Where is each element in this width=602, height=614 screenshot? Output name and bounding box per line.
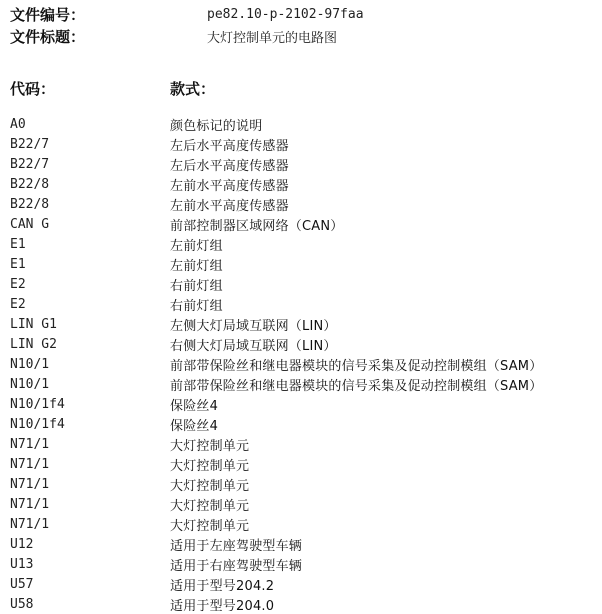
row-code: B22/7	[10, 156, 50, 172]
row-code: E1	[10, 256, 26, 272]
row-code: E1	[10, 236, 26, 252]
table-row	[10, 574, 602, 594]
row-code: E2	[10, 276, 26, 292]
row-code: N71/1	[10, 456, 50, 472]
table-row	[10, 394, 602, 414]
doc-number-value: pe82.10-p-2102-97faa	[207, 6, 364, 22]
doc-title-value: 大灯控制单元的电路图	[207, 30, 338, 46]
table-row	[10, 514, 602, 534]
table-row	[10, 274, 602, 294]
row-code: CAN G	[10, 216, 50, 232]
row-code: U12	[10, 536, 34, 552]
table-row	[10, 554, 602, 574]
row-description: 大灯控制单元	[170, 478, 250, 494]
row-description: 适用于型号204.2	[170, 578, 275, 594]
doc-title-label: 文件标题：	[10, 27, 86, 46]
table-row	[10, 454, 602, 474]
row-code: E2	[10, 296, 26, 312]
row-description: 左后水平高度传感器	[170, 138, 289, 154]
row-description: 适用于右座驾驶型车辆	[170, 558, 303, 574]
document-header	[10, 3, 600, 47]
table-row	[10, 174, 602, 194]
row-code: N10/1	[10, 356, 50, 372]
row-code: N71/1	[10, 476, 50, 492]
row-code: N71/1	[10, 496, 50, 512]
row-code: N10/1f4	[10, 396, 65, 412]
table-row	[10, 334, 602, 354]
table-row	[10, 474, 602, 494]
row-description: 颜色标记的说明	[170, 118, 263, 134]
row-description: 适用于型号204.0	[170, 598, 275, 614]
row-description: 左后水平高度传感器	[170, 158, 289, 174]
table-row	[10, 594, 602, 614]
table-row	[10, 414, 602, 434]
table-row	[10, 114, 602, 134]
table-row	[10, 194, 602, 214]
row-description: 前部带保险丝和继电器模块的信号采集及促动控制模组（SAM）	[170, 358, 543, 374]
row-description: 左前水平高度传感器	[170, 178, 289, 194]
table-row	[10, 134, 602, 154]
row-code: A0	[10, 116, 26, 132]
row-description: 左前灯组	[170, 258, 223, 274]
row-description: 保险丝4	[170, 418, 219, 434]
row-code: B22/7	[10, 136, 50, 152]
table-row	[10, 534, 602, 554]
row-description: 左前水平高度传感器	[170, 198, 289, 214]
row-description: 左前灯组	[170, 238, 223, 254]
column-header-description: 款式：	[170, 79, 216, 98]
row-code: U58	[10, 596, 34, 612]
component-table	[10, 114, 602, 614]
row-description: 右侧大灯局域互联网（LIN）	[170, 338, 337, 354]
row-code: B22/8	[10, 196, 50, 212]
doc-number-row	[10, 3, 600, 25]
table-row	[10, 494, 602, 514]
doc-title-row	[10, 25, 600, 47]
row-code: N10/1f4	[10, 416, 65, 432]
table-row	[10, 234, 602, 254]
row-code: N71/1	[10, 516, 50, 532]
doc-number-label: 文件编号：	[10, 5, 86, 24]
row-code: U13	[10, 556, 34, 572]
row-description: 右前灯组	[170, 278, 223, 294]
row-code: LIN G1	[10, 316, 57, 332]
row-code: N10/1	[10, 376, 50, 392]
table-row	[10, 354, 602, 374]
row-description: 大灯控制单元	[170, 438, 250, 454]
row-description: 大灯控制单元	[170, 458, 250, 474]
row-description: 大灯控制单元	[170, 498, 250, 514]
table-row	[10, 294, 602, 314]
row-code: B22/8	[10, 176, 50, 192]
table-row	[10, 434, 602, 454]
row-description: 保险丝4	[170, 398, 219, 414]
table-row	[10, 154, 602, 174]
row-code: N71/1	[10, 436, 50, 452]
table-row	[10, 254, 602, 274]
row-code: U57	[10, 576, 34, 592]
table-row	[10, 374, 602, 394]
row-description: 前部控制器区域网络（CAN）	[170, 218, 344, 234]
row-description: 前部带保险丝和继电器模块的信号采集及促动控制模组（SAM）	[170, 378, 543, 394]
table-header	[10, 78, 215, 98]
table-row	[10, 314, 602, 334]
column-header-code: 代码：	[10, 79, 56, 98]
table-row	[10, 214, 602, 234]
row-description: 右前灯组	[170, 298, 223, 314]
row-code: LIN G2	[10, 336, 57, 352]
row-description: 左侧大灯局域互联网（LIN）	[170, 318, 337, 334]
row-description: 大灯控制单元	[170, 518, 250, 534]
row-description: 适用于左座驾驶型车辆	[170, 538, 303, 554]
